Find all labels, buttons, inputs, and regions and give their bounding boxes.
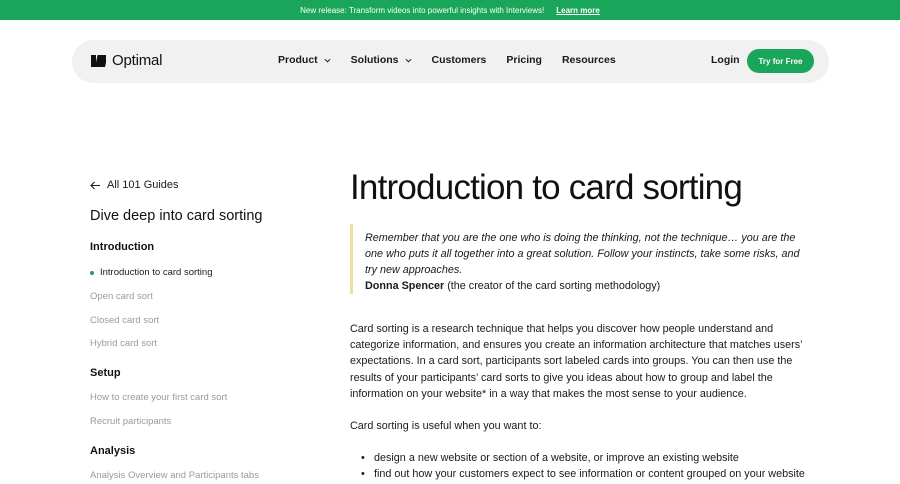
nav-customers-label: Customers [431, 54, 487, 66]
chevron-down-icon [405, 57, 412, 64]
nav-pricing[interactable] [506, 54, 542, 66]
announcement-banner [0, 0, 900, 20]
guide-sidebar [90, 175, 310, 481]
sidebar-item-analysis-overview[interactable]: Analysis Overview and Participants tabs [90, 470, 259, 481]
nav-links [278, 54, 616, 66]
sidebar-item-create-first-card-sort[interactable]: How to create your first card sort [90, 392, 228, 403]
quote-author-note: (the creator of the card sorting methodology) [447, 280, 661, 292]
learn-more-link[interactable]: Learn more [556, 5, 600, 15]
section-heading-setup: Setup [90, 367, 121, 379]
blockquote [350, 224, 800, 294]
section-heading-introduction: Introduction [90, 241, 155, 253]
back-to-guides-link[interactable] [90, 175, 310, 195]
use-cases-intro: Card sorting is useful when you want to: [350, 420, 542, 432]
back-link-label: All 101 Guides [107, 179, 179, 191]
list-item: • find out how your customers expect to see information or content grouped on your website [350, 466, 820, 482]
nav-resources-label: Resources [561, 54, 616, 66]
sidebar-item-hybrid-card-sort[interactable]: Hybrid card sort [90, 338, 158, 349]
login-link[interactable]: Login [711, 54, 740, 66]
use-cases-list [350, 450, 820, 482]
quote-citation [365, 278, 800, 294]
section-heading-analysis: Analysis [90, 445, 136, 457]
sidebar-title: Dive deep into card sorting [90, 208, 263, 224]
main-navbar [72, 40, 829, 83]
article-content [350, 168, 820, 481]
sidebar-item-recruit-participants[interactable]: Recruit participants [90, 416, 172, 427]
banner-text: New release: Transform videos into powerful insights with Interviews! [300, 5, 545, 15]
list-item: • design a new website or section of a website, or improve an existing website [350, 450, 820, 466]
brand-logo[interactable] [90, 52, 162, 69]
arrow-left-icon [90, 181, 101, 190]
try-for-free-button[interactable]: Try for Free [747, 49, 814, 73]
sidebar-item-open-card-sort[interactable]: Open card sort [90, 291, 153, 302]
nav-solutions-label: Solutions [350, 54, 399, 66]
sidebar-item-introduction-to-card-sorting[interactable] [90, 267, 212, 278]
nav-product[interactable] [278, 54, 331, 66]
nav-pricing-label: Pricing [506, 54, 542, 66]
sidebar-item-label: Introduction to card sorting [100, 267, 213, 278]
chevron-down-icon [324, 57, 331, 64]
nav-solutions[interactable] [351, 54, 412, 66]
nav-resources[interactable] [562, 54, 616, 66]
quote-text: Remember that you are the one who is doing the thinking, not the technique… you are the one who puts it all together into a great solution. Follow your instincts, take some risks, and try new approaches. [365, 232, 800, 276]
active-dot-icon [90, 271, 94, 275]
sidebar-item-closed-card-sort[interactable]: Closed card sort [90, 315, 160, 326]
nav-product-label: Product [278, 54, 318, 66]
brand-name: Optimal [112, 52, 163, 69]
intro-paragraph: Card sorting is a research technique that helps you discover how people understand and categorize information, and ensures you create an information architecture that matches users’ expectations. In a card sort, participants sort labeled cards into groups. You can then use the results of your participants’ card sorts to give you ideas about how to group and label the information on your website* in a way that makes the most sense to your audience. [350, 323, 803, 400]
optimal-logo-icon [90, 53, 106, 69]
quote-author: Donna Spencer [365, 280, 445, 292]
article-title: Introduction to card sorting [350, 168, 742, 207]
nav-customers[interactable] [432, 54, 487, 66]
